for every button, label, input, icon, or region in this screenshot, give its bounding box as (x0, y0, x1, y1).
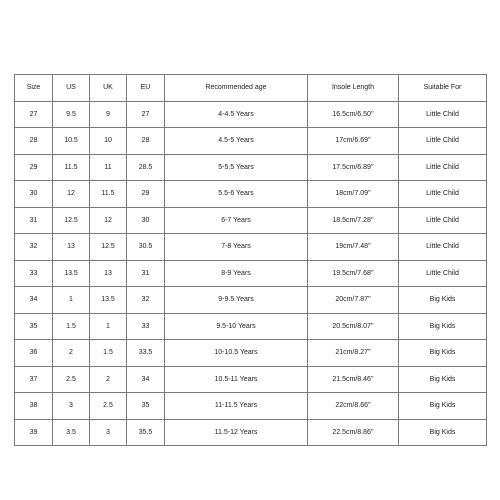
cell-eu: 28 (127, 128, 165, 155)
table-row (15, 260, 487, 287)
cell-eu: 33 (127, 313, 165, 340)
cell-recommended-age: 7-8 Years (165, 234, 308, 261)
cell-recommended-age: 11-11.5 Years (165, 393, 308, 420)
cell-size: 32 (15, 234, 53, 261)
cell-suitable-for: Little Child (399, 260, 487, 287)
cell-us: 11.5 (53, 154, 90, 181)
cell-us: 13 (53, 234, 90, 261)
cell-us: 2 (53, 340, 90, 367)
cell-suitable-for: Little Child (399, 207, 487, 234)
cell-suitable-for: Big Kids (399, 393, 487, 420)
cell-size: 27 (15, 101, 53, 128)
table-row (15, 287, 487, 314)
cell-uk: 11 (90, 154, 127, 181)
cell-uk: 12 (90, 207, 127, 234)
cell-size: 31 (15, 207, 53, 234)
size-chart (14, 74, 486, 446)
table-row (15, 340, 487, 367)
cell-uk: 10 (90, 128, 127, 155)
table-row (15, 366, 487, 393)
cell-insole-length: 21.5cm/8.46'' (308, 366, 399, 393)
cell-size: 28 (15, 128, 53, 155)
cell-suitable-for: Little Child (399, 234, 487, 261)
cell-us: 12 (53, 181, 90, 208)
cell-eu: 29 (127, 181, 165, 208)
cell-us: 3.5 (53, 419, 90, 446)
cell-recommended-age: 10-10.5 Years (165, 340, 308, 367)
table-row (15, 393, 487, 420)
cell-eu: 34 (127, 366, 165, 393)
cell-insole-length: 22cm/8.66'' (308, 393, 399, 420)
cell-recommended-age: 5.5-6 Years (165, 181, 308, 208)
cell-uk: 9 (90, 101, 127, 128)
cell-suitable-for: Little Child (399, 101, 487, 128)
header-suitable-for: Suitable For (399, 75, 487, 102)
table-row (15, 313, 487, 340)
cell-recommended-age: 11.5-12 Years (165, 419, 308, 446)
table-row (15, 128, 487, 155)
cell-us: 3 (53, 393, 90, 420)
header-insole-length: Insole Length (308, 75, 399, 102)
header-eu: EU (127, 75, 165, 102)
cell-uk: 13 (90, 260, 127, 287)
cell-insole-length: 18cm/7.09'' (308, 181, 399, 208)
cell-us: 10.5 (53, 128, 90, 155)
table-row (15, 181, 487, 208)
cell-insole-length: 19.5cm/7.68'' (308, 260, 399, 287)
header-uk: UK (90, 75, 127, 102)
cell-eu: 30 (127, 207, 165, 234)
cell-uk: 1.5 (90, 340, 127, 367)
cell-suitable-for: Big Kids (399, 287, 487, 314)
cell-size: 36 (15, 340, 53, 367)
cell-size: 39 (15, 419, 53, 446)
cell-insole-length: 16.5cm/6.50'' (308, 101, 399, 128)
cell-recommended-age: 9-9.5 Years (165, 287, 308, 314)
cell-eu: 30.5 (127, 234, 165, 261)
cell-uk: 3 (90, 419, 127, 446)
header-row (15, 75, 487, 102)
cell-size: 30 (15, 181, 53, 208)
cell-size: 38 (15, 393, 53, 420)
cell-eu: 33.5 (127, 340, 165, 367)
cell-suitable-for: Big Kids (399, 340, 487, 367)
cell-insole-length: 20.5cm/8.07'' (308, 313, 399, 340)
table-body (15, 101, 487, 446)
cell-recommended-age: 9.5-10 Years (165, 313, 308, 340)
cell-uk: 1 (90, 313, 127, 340)
cell-us: 1 (53, 287, 90, 314)
cell-insole-length: 19cm/7.48'' (308, 234, 399, 261)
cell-eu: 27 (127, 101, 165, 128)
cell-insole-length: 22.5cm/8.86'' (308, 419, 399, 446)
cell-us: 12.5 (53, 207, 90, 234)
cell-recommended-age: 6-7 Years (165, 207, 308, 234)
size-chart-table (14, 74, 487, 446)
table-row (15, 154, 487, 181)
cell-uk: 2.5 (90, 393, 127, 420)
cell-suitable-for: Little Child (399, 128, 487, 155)
cell-eu: 35.5 (127, 419, 165, 446)
cell-us: 9.5 (53, 101, 90, 128)
cell-eu: 28.5 (127, 154, 165, 181)
header-us: US (53, 75, 90, 102)
cell-insole-length: 17cm/6.69'' (308, 128, 399, 155)
cell-insole-length: 17.5cm/6.89'' (308, 154, 399, 181)
cell-size: 35 (15, 313, 53, 340)
cell-recommended-age: 4-4.5 Years (165, 101, 308, 128)
table-row (15, 101, 487, 128)
cell-uk: 11.5 (90, 181, 127, 208)
cell-us: 2.5 (53, 366, 90, 393)
cell-recommended-age: 5-5.5 Years (165, 154, 308, 181)
header-size: Size (15, 75, 53, 102)
cell-eu: 32 (127, 287, 165, 314)
table-row (15, 234, 487, 261)
cell-size: 29 (15, 154, 53, 181)
cell-recommended-age: 4.5-5 Years (165, 128, 308, 155)
cell-size: 34 (15, 287, 53, 314)
cell-uk: 2 (90, 366, 127, 393)
cell-eu: 31 (127, 260, 165, 287)
cell-suitable-for: Little Child (399, 181, 487, 208)
cell-us: 13.5 (53, 260, 90, 287)
cell-suitable-for: Big Kids (399, 313, 487, 340)
cell-recommended-age: 10.5-11 Years (165, 366, 308, 393)
cell-eu: 35 (127, 393, 165, 420)
cell-insole-length: 20cm/7.87'' (308, 287, 399, 314)
cell-suitable-for: Little Child (399, 154, 487, 181)
cell-uk: 13.5 (90, 287, 127, 314)
cell-size: 33 (15, 260, 53, 287)
cell-size: 37 (15, 366, 53, 393)
table-row (15, 207, 487, 234)
table-row (15, 419, 487, 446)
cell-us: 1.5 (53, 313, 90, 340)
cell-uk: 12.5 (90, 234, 127, 261)
cell-suitable-for: Big Kids (399, 419, 487, 446)
header-recommended-age: Recommended age (165, 75, 308, 102)
cell-suitable-for: Big Kids (399, 366, 487, 393)
cell-recommended-age: 8-9 Years (165, 260, 308, 287)
cell-insole-length: 18.5cm/7.28'' (308, 207, 399, 234)
cell-insole-length: 21cm/8.27'' (308, 340, 399, 367)
